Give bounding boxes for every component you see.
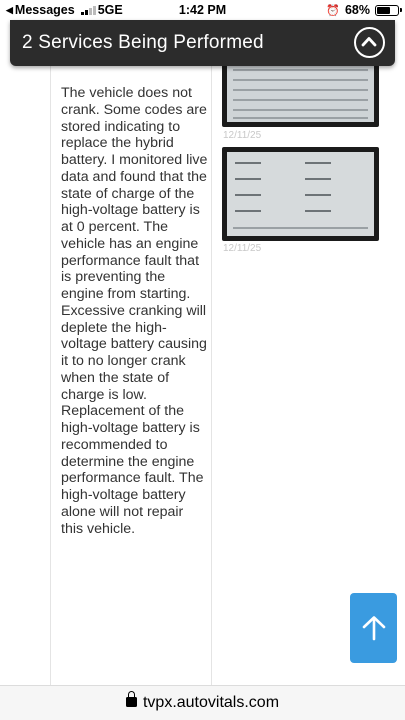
column-divider (50, 20, 51, 685)
screen-toolbar (233, 227, 368, 229)
column-divider (211, 20, 212, 685)
lock-icon (126, 697, 137, 707)
photo-date: 12/11/25 (223, 243, 262, 254)
scan-tool-screen (227, 61, 374, 122)
inspection-photo[interactable] (222, 147, 379, 241)
screen-cell (305, 178, 331, 180)
scroll-to-top-button[interactable] (350, 593, 397, 663)
status-right (326, 3, 399, 17)
battery-icon (375, 5, 399, 16)
network-label: 5GE (97, 3, 123, 17)
screen-cell (305, 194, 331, 196)
chevron-up-icon (361, 34, 377, 50)
screen-cell (305, 162, 331, 164)
screen-cell (235, 210, 261, 212)
screen-row (233, 69, 368, 71)
service-card (0, 20, 405, 685)
page-content[interactable] (0, 20, 405, 685)
screen-row (233, 109, 368, 111)
inspection-photo[interactable] (222, 56, 379, 127)
back-app-label: Messages (14, 3, 75, 17)
services-header[interactable] (10, 20, 395, 66)
address-bar[interactable] (0, 685, 405, 720)
screen-cell (235, 162, 261, 164)
header-title: 2 Services Being Performed (22, 32, 264, 53)
screen-row (233, 79, 368, 81)
screen-row (233, 117, 368, 119)
url-display[interactable] (0, 694, 405, 712)
battery-percent: 68% (344, 3, 370, 17)
service-description: The vehicle does not crank. Some codes are stored indicating to replace the hybrid battery. I monitored live data and found that the state of charge of the high-voltage battery is at 0 percent. The vehicle has an engine performance fault that is preventing the engine from starting. Excessive cranking will deplete the high-voltage battery causing it to no longer crank when the state of charge is low. Replacement of the high-voltage battery is recommended to determine the engine performance fault. The high-voltage battery alone will not repair this vehicle. (61, 85, 208, 537)
screen-cell (235, 178, 261, 180)
collapse-button[interactable] (354, 27, 385, 58)
battery-fill (377, 7, 390, 14)
scan-tool-screen (227, 152, 374, 236)
alarm-icon: ⏰ (326, 4, 340, 17)
screen-row (233, 99, 368, 101)
back-triangle-icon: ◀ (6, 4, 13, 15)
screen-cell (235, 194, 261, 196)
screen-cell (305, 210, 331, 212)
status-bar (0, 0, 405, 20)
arrow-up-icon (361, 615, 387, 641)
url-text: tvpx.autovitals.com (142, 694, 280, 711)
clock: 1:42 PM (178, 3, 227, 17)
screen-row (233, 89, 368, 91)
photo-date: 12/11/25 (223, 130, 262, 141)
